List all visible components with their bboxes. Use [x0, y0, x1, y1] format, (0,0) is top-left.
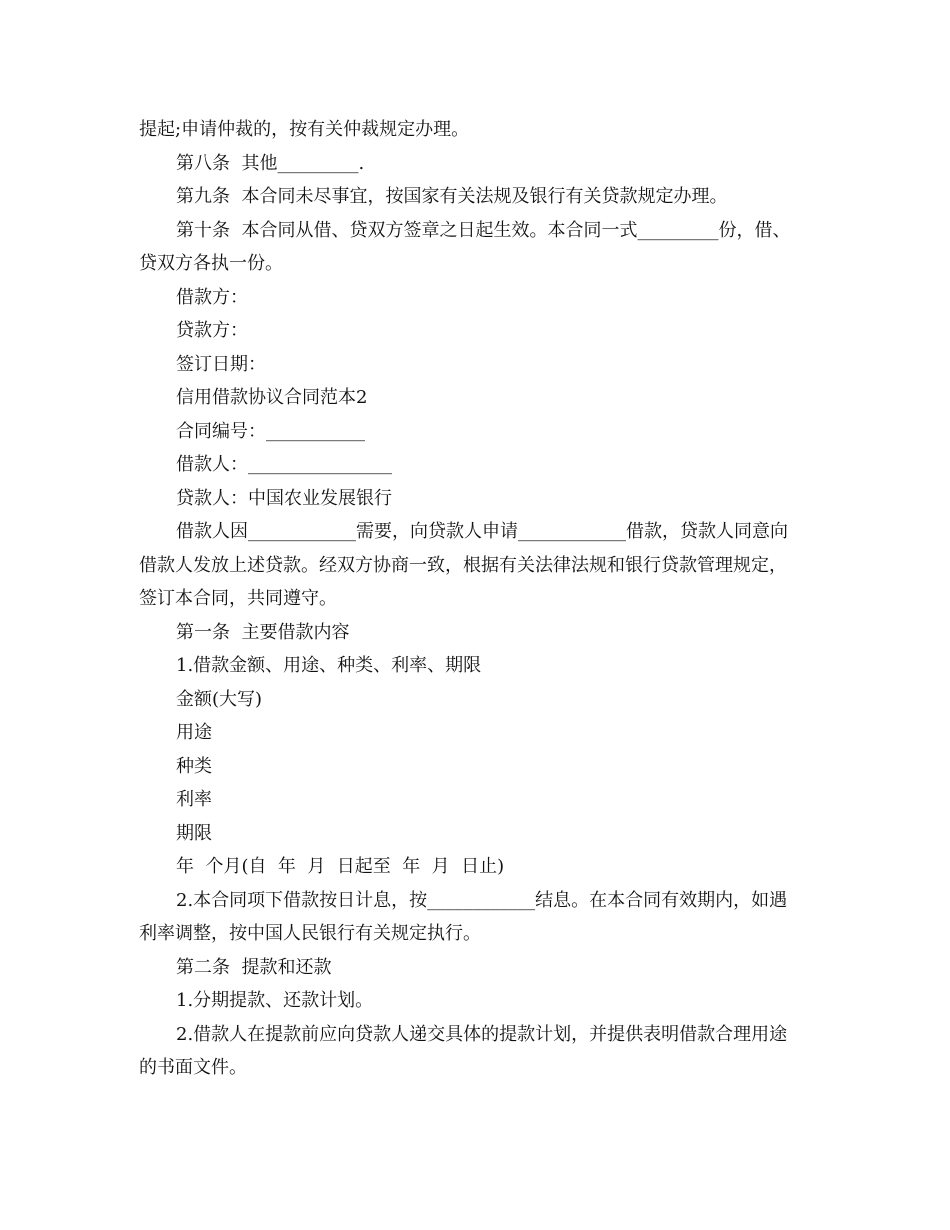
clause-line: 的书面文件。 — [139, 1057, 247, 1078]
article-8: 第八条 其他_________. — [176, 152, 365, 174]
text-line: 提起;申请仲裁的，按有关仲裁规定办理。 — [139, 119, 470, 140]
document-page — [139, 113, 819, 1085]
amount-label: 金额(大写) — [176, 688, 263, 710]
lender-field: 贷款人：中国农业发展银行 — [176, 487, 392, 509]
section-title: 信用借款协议合同范本2 — [176, 387, 368, 408]
article-1-heading: 第一条 主要借款内容 — [176, 621, 350, 643]
clause-line: 利率调整，按中国人民银行有关规定执行。 — [139, 923, 481, 944]
article-9: 第九条 本合同未尽事宜，按国家有关法规及银行有关贷款规定办理。 — [176, 186, 728, 207]
purpose-label: 用途 — [176, 722, 212, 743]
article-10: 第十条 本合同从借、贷双方签章之日起生效。本合同一式_________份，借、 — [176, 219, 791, 241]
preamble-line: 借款人因____________需要，向贷款人申请____________借款，贷款人同意向 — [176, 521, 788, 542]
clause-line: 1.分期提款、还款计划。 — [176, 990, 374, 1011]
term-period-line: 年 个月(自 年 月 日起至 年 月 日止) — [176, 856, 505, 877]
text-line: 贷双方各执一份。 — [139, 253, 283, 274]
term-label: 期限 — [176, 822, 212, 844]
article-2-heading: 第二条 提款和还款 — [176, 956, 332, 978]
rate-label: 利率 — [176, 789, 212, 810]
lender-signature-label: 贷款方： — [176, 320, 248, 341]
borrower-field: 借款人：________________ — [176, 454, 392, 475]
clause-line: 2.借款人在提款前应向贷款人递交具体的提款计划，并提供表明借款合理用途 — [176, 1023, 788, 1045]
clause-line: 1.借款金额、用途、种类、利率、期限 — [176, 655, 482, 676]
signing-date-label: 签订日期： — [176, 353, 266, 375]
borrower-signature-label: 借款方： — [176, 286, 248, 308]
type-label: 种类 — [176, 755, 212, 777]
clause-line: 2.本合同项下借款按日计息，按____________结息。在本合同有效期内，如遇 — [176, 889, 788, 911]
contract-number: 合同编号：___________ — [176, 420, 365, 442]
preamble-line: 借款人发放上述贷款。经双方协商一致，根据有关法律法规和银行贷款管理规定， — [139, 554, 787, 576]
preamble-line: 签订本合同，共同遵守。 — [139, 588, 337, 609]
